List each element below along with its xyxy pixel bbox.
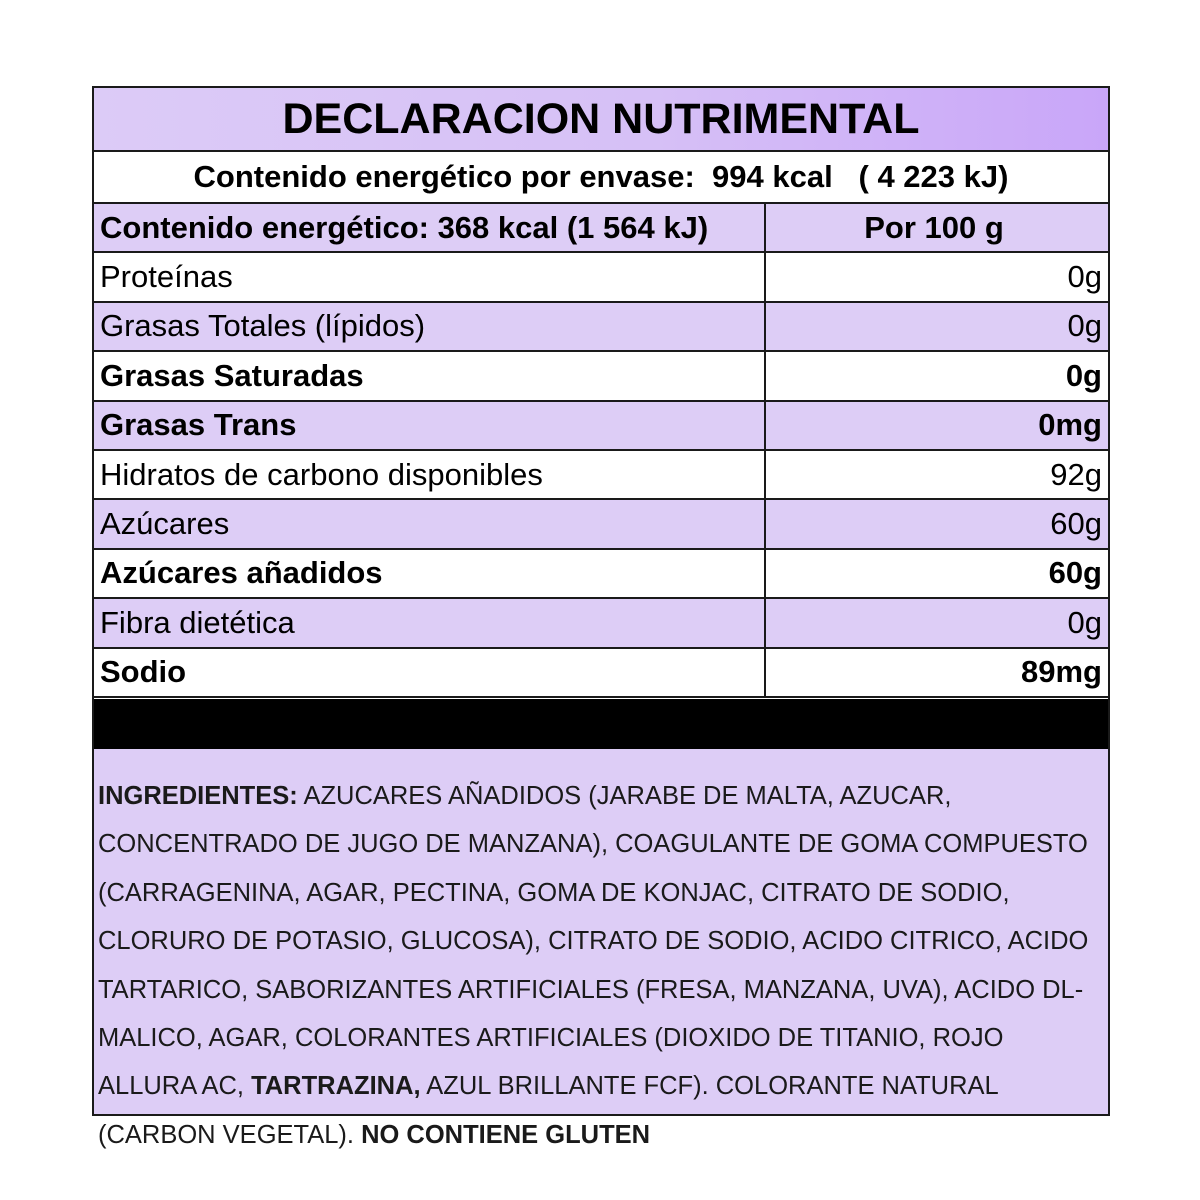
table-row (94, 303, 1108, 352)
table-row (94, 402, 1108, 451)
per-100g-header: Por 100 g (864, 209, 1004, 245)
nutrient-name: Sodio (94, 649, 766, 696)
ingredients-text-2: AZUL BRILLANTE FCF). COLORANTE NATURAL (CARBON VEGETAL). (98, 1072, 998, 1149)
nutrient-name: Hidratos de carbono disponibles (94, 451, 766, 498)
nutrient-value: 0g (1067, 604, 1102, 640)
table-row (94, 599, 1108, 648)
black-band (94, 699, 1108, 749)
nutrient-value: 0mg (1038, 407, 1102, 443)
nutrition-table (94, 204, 1108, 698)
nutrient-value: 0g (1067, 308, 1102, 344)
nutrient-rows (94, 253, 1108, 698)
table-row (94, 451, 1108, 500)
nutrition-label (92, 86, 1110, 1149)
nutrient-value: 0g (1067, 259, 1102, 295)
ingredients-bold-2: TARTRAZINA, (251, 1072, 421, 1101)
ingredients-label: INGREDIENTES: (98, 782, 298, 810)
nutrient-name: Azúcares añadidos (94, 550, 766, 597)
nutrient-name: Grasas Totales (lípidos) (94, 303, 766, 350)
nutrient-name: Fibra dietética (94, 599, 766, 646)
nutrient-name: Grasas Saturadas (94, 352, 766, 399)
nutrient-value: 92g (1050, 456, 1102, 492)
label-title: DECLARACION NUTRIMENTAL (94, 88, 1108, 152)
energy-per-package: Contenido energético por envase: 994 kcal ( 4 223 kJ) (94, 152, 1108, 204)
nutrient-value: 0g (1065, 357, 1102, 393)
ingredients-block (94, 749, 1108, 1149)
nutrient-value: 60g (1050, 506, 1102, 542)
nutrient-name: Azúcares (94, 500, 766, 547)
nutrient-value: 89mg (1021, 654, 1102, 690)
nutrient-name: Proteínas (94, 253, 766, 300)
no-gluten-notice: NO CONTIENE GLUTEN (353, 1120, 651, 1149)
table-row (94, 352, 1108, 401)
table-row (94, 253, 1108, 302)
nutrient-name: Grasas Trans (94, 402, 766, 449)
table-row (94, 649, 1108, 698)
table-row (94, 500, 1108, 549)
ingredients-text-1: AZUCARES AÑADIDOS (JARABE DE MALTA, AZUCAR, CONCENTRADO DE JUGO DE MANZANA), COAGULANTE DE GOMA COMPUESTO (CARRAGENINA, AGAR, PECTINA, GOMA DE KONJAC, CITRATO DE SODIO, CLORURO DE POTASIO, GLUCOSA), CITRATO DE SODIO, ACIDO CITRICO, ACIDO TARTARICO, SABORIZANTES ARTIFICIALES (FRESA, MANZANA, UVA), ACIDO DL-MALICO, AGAR, COLORANTES ARTIFICIALES (DIOXIDO DE TITANIO, ROJO ALLURA AC, (98, 782, 1089, 1101)
table-row (94, 550, 1108, 599)
energy-per-100g: Contenido energético: 368 kcal (1 564 kJ) (94, 204, 766, 251)
table-header-row (94, 204, 1108, 253)
nutrient-value: 60g (1048, 555, 1102, 591)
